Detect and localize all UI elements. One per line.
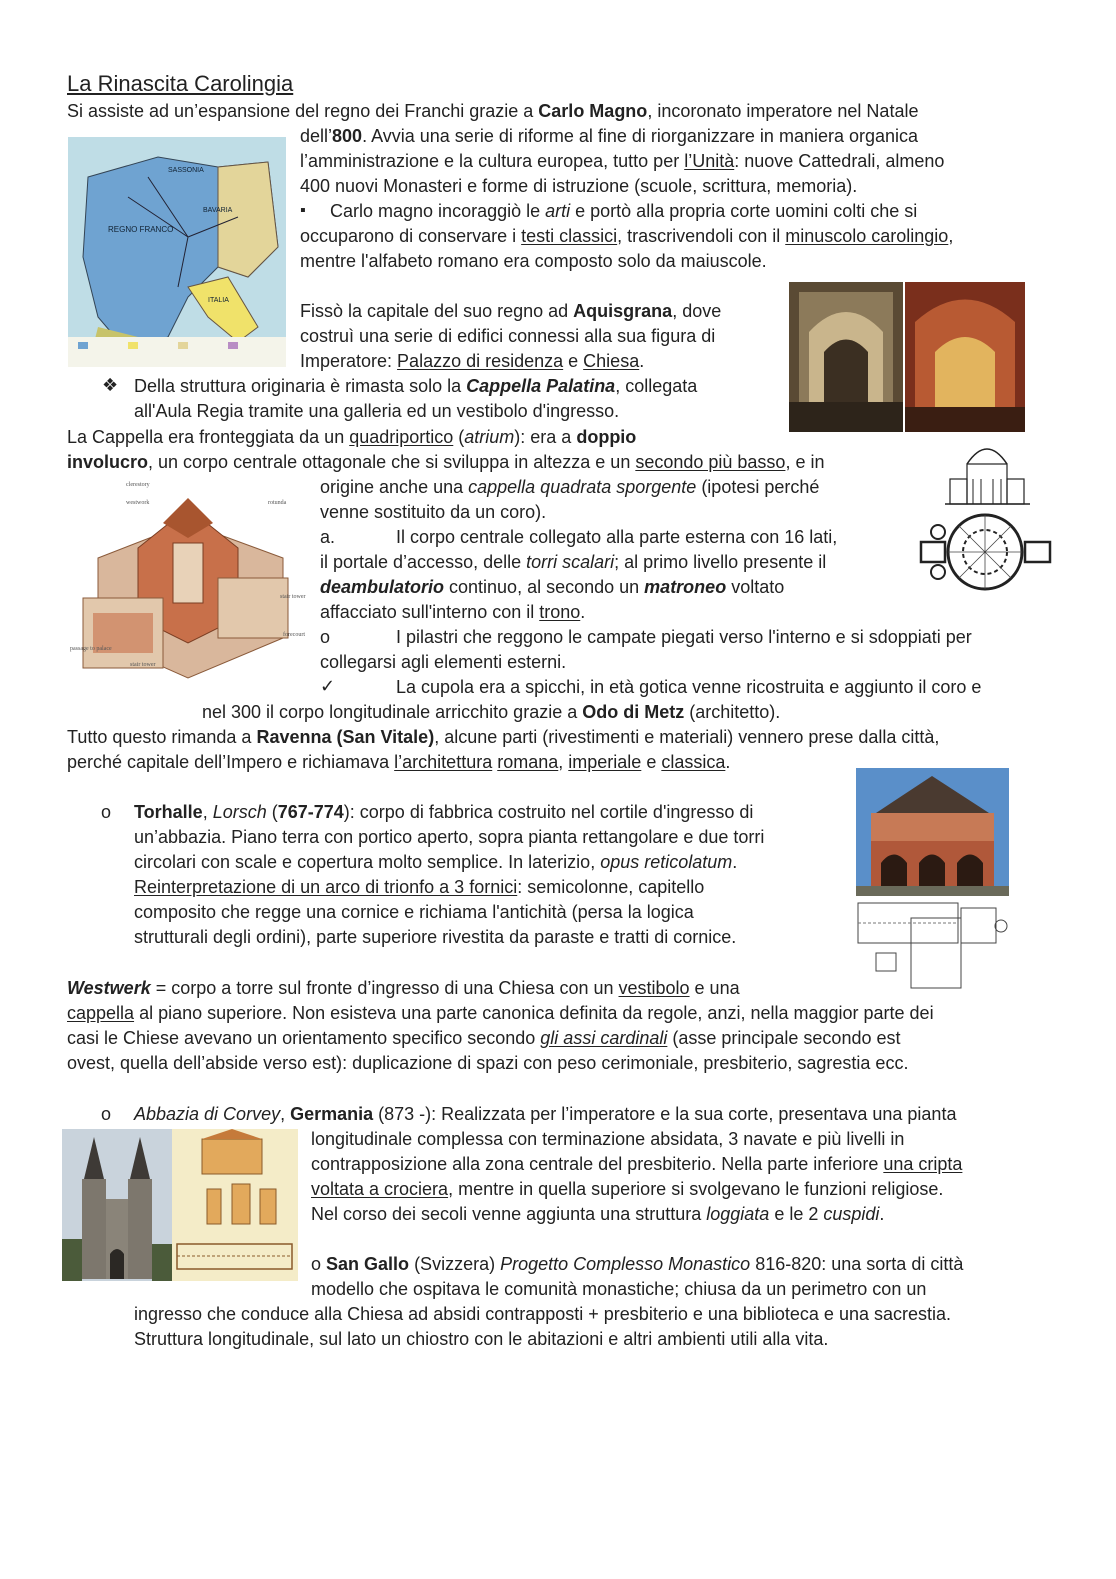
torhalle-line-3: circolari con scale e copertura molto semplice. In laterizio, opus reticolatum. xyxy=(134,852,738,872)
intro-line-4: 400 nuovi Monasteri e forme di istruzione (scuole, scrittura, memoria). xyxy=(300,176,858,196)
corpo-line-1: Il corpo centrale collegato alla parte esterna con 16 lati, xyxy=(396,527,838,547)
torhalle-line-5: composito che regge una cornice e richiama l'antichità (persa la logica xyxy=(134,902,694,922)
circle-bullet-icon: o xyxy=(311,1254,322,1274)
torhalle-line-6: strutturali degli ordini), parte superiore rivestita da paraste e tratti di cornice. xyxy=(134,927,737,947)
aachen-line-1: Fissò la capitale del suo regno ad Aquisgrana, dove xyxy=(300,301,722,321)
cupola-line-2: nel 300 il corpo longitudinale arricchito grazie a Odo di Metz (architetto). xyxy=(202,702,781,722)
ravenna-line-1: Tutto questo rimanda a Ravenna (San Vitale), alcune parti (rivestimenti e materiali) vennero prese dalla città, xyxy=(67,727,940,747)
chapel-plan-drawing xyxy=(918,512,1053,592)
aachen-line-2: costruì una serie di edifici connessi alla sua figura di xyxy=(300,326,716,346)
diagram-label: passage to palace xyxy=(70,646,112,652)
corvey-line-4: voltata a crociera, mentre in quella superiore si svolgevano le funzioni religiose. xyxy=(311,1179,944,1199)
map-label: SASSONIA xyxy=(168,167,204,174)
cappella-line-4: venne sostituito da un coro). xyxy=(320,502,547,522)
palatine-reconstruction-drawing xyxy=(68,478,310,690)
corvey-plans-drawing xyxy=(172,1129,298,1281)
cupola-line-1: La cupola era a spicchi, in età gotica venne ricostruita e aggiunto il coro e xyxy=(396,677,982,697)
circle-bullet-icon: o xyxy=(101,1104,112,1124)
lorsch-plan-drawing xyxy=(856,898,1009,990)
corpo-line-3: deambulatorio continuo, al secondo un matroneo voltato xyxy=(320,577,785,597)
arts-line-2: occuparono di conservare i testi classici, trascrivendoli con il minuscolo carolingio, xyxy=(300,226,954,246)
palatine-line-1: Della struttura originaria è rimasta solo la Cappella Palatina, collegata xyxy=(134,376,698,396)
pilastri-line-2: collegarsi agli elementi esterni. xyxy=(320,652,567,672)
diagram-label: rotunda xyxy=(268,500,287,506)
westwerk-line-1: Westwerk = corpo a torre sul fronte d’ingresso di una Chiesa con un vestibolo e una xyxy=(67,978,740,998)
palatine-chapel-photos xyxy=(789,282,1025,432)
map-label: ITALIA xyxy=(208,297,229,304)
diamond-bullet-icon: ❖ xyxy=(102,375,119,395)
corpo-line-4: affacciato sull'interno con il trono. xyxy=(320,602,586,622)
sangallo-line-2: modello che ospitava le comunità monastiche; chiusa da un perimetro con un xyxy=(311,1279,927,1299)
diagram-label: westwork xyxy=(126,500,150,506)
aachen-line-3: Imperatore: Palazzo di residenza e Chiesa. xyxy=(300,351,645,371)
cappella-line-2: involucro, un corpo centrale ottagonale che si sviluppa in altezza e un secondo più basso, e in xyxy=(67,452,825,472)
palatine-line-2: all'Aula Regia tramite una galleria ed un vestibolo d'ingresso. xyxy=(134,401,620,421)
westwerk-line-4: ovest, quella dell’abside verso est): duplicazione di spazi con peso cerimoniale, presbiterio, sagrestia ecc. xyxy=(67,1053,909,1073)
intro-line-2: dell’800. Avvia una serie di riforme al fine di riorganizzare in maniera organica xyxy=(300,126,919,146)
torhalle-line-1: Torhalle, Lorsch (767-774): corpo di fabbrica costruito nel cortile d'ingresso di xyxy=(134,802,754,822)
sangallo-line-4: Struttura longitudinale, sul lato un chiostro con le abitazioni e altri ambienti utili alla vita. xyxy=(134,1329,829,1349)
corpo-line-2: il portale d’accesso, delle torri scalari; al primo livello presente il xyxy=(320,552,827,572)
torhalle-line-2: un’abbazia. Piano terra con portico aperto, sopra pianta rettangolare e due torri xyxy=(134,827,765,847)
cappella-line-3: origine anche una cappella quadrata sporgente (ipotesi perché xyxy=(320,477,820,497)
map-label: REGNO FRANCO xyxy=(108,225,174,234)
diagram-label: stair tower xyxy=(130,662,156,668)
sangallo-line-3: ingresso che conduce alla Chiesa ad absidi contrapposti + presbiterio e una biblioteca e una sacrestia. xyxy=(134,1304,952,1324)
diagram-label: forecourt xyxy=(283,632,305,638)
square-bullet-icon: ▪ xyxy=(300,202,306,219)
arts-line-3: mentre l'alfabeto romano era composto solo da maiuscole. xyxy=(300,251,767,271)
westwerk-line-2: cappella al piano superiore. Non esisteva una parte canonica definita da regole, anzi, nella maggior parte dei xyxy=(67,1003,934,1023)
intro-line-1: Si assiste ad un’espansione del regno dei Franchi grazie a Carlo Magno, incoronato imperatore nel Natale xyxy=(67,101,919,121)
cappella-line-1: La Cappella era fronteggiata da un quadriportico (atrium): era a doppio xyxy=(67,427,637,447)
corvey-line-5: Nel corso dei secoli venne aggiunta una struttura loggiata e le 2 cuspidi. xyxy=(311,1204,885,1224)
pilastri-line-1: I pilastri che reggono le campate piegati verso l'interno e si sdoppiati per xyxy=(396,627,972,647)
list-marker-a: a. xyxy=(320,527,336,547)
sangallo-line-1: o San Gallo (Svizzera) Progetto Complesso Monastico 816-820: una sorta di città xyxy=(311,1254,964,1274)
corvey-line-1: Abbazia di Corvey, Germania (873 -): Realizzata per l’imperatore e la sua corte, presentava una pianta xyxy=(134,1104,957,1124)
corvey-line-3: contrapposizione alla zona centrale del presbiterio. Nella parte inferiore una cripta xyxy=(311,1154,963,1174)
page-title: La Rinascita Carolingia xyxy=(67,71,294,96)
circle-bullet-icon: o xyxy=(101,802,112,822)
map-label: BAVARIA xyxy=(203,207,233,214)
torhalle-photo xyxy=(856,768,1009,896)
corvey-abbey-photo xyxy=(62,1129,172,1281)
diagram-label: stair tower xyxy=(280,594,306,600)
ravenna-line-2: perché capitale dell’Impero e richiamava l’architettura romana, imperiale e classica. xyxy=(67,752,731,772)
carolingian-empire-map xyxy=(68,137,286,367)
westwerk-line-3: casi le Chiese avevano un orientamento specifico secondo gli assi cardinali (asse principale secondo est xyxy=(67,1028,901,1048)
checkmark-bullet-icon: ✓ xyxy=(320,676,336,696)
torhalle-line-4: Reinterpretazione di un arco di trionfo a 3 fornici: semicolonne, capitello xyxy=(134,877,705,897)
chapel-section-drawing xyxy=(945,434,1030,506)
diagram-label: clerestory xyxy=(126,482,150,488)
corvey-line-2: longitudinale complessa con terminazione absidata, 3 navate e più livelli in xyxy=(311,1129,905,1149)
circle-bullet-icon: o xyxy=(320,627,331,647)
arts-line-1: Carlo magno incoraggiò le arti e portò alla propria corte uomini colti che si xyxy=(330,201,918,221)
intro-line-3: l’amministrazione e la cultura europea, tutto per l’Unità: nuove Cattedrali, almeno xyxy=(300,151,945,171)
